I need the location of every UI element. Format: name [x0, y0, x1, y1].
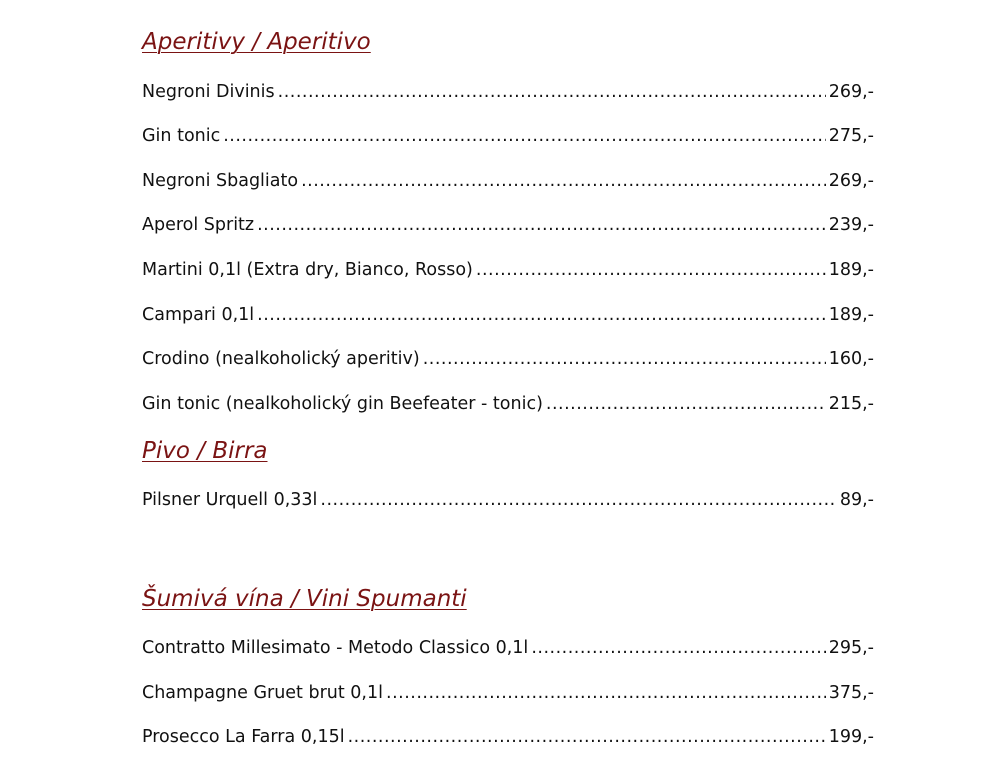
menu-item	[142, 124, 874, 148]
item-name: Prosecco La Farra 0,15l	[142, 727, 345, 747]
dot-leader	[223, 124, 825, 148]
dot-leader	[301, 169, 826, 193]
dot-leader	[386, 681, 826, 705]
item-name: Gin tonic	[142, 126, 221, 146]
item-name: Pilsner Urquell 0,33l	[142, 490, 318, 510]
item-price: 89,-	[839, 490, 874, 510]
item-price: 215,-	[828, 394, 874, 414]
item-price: 275,-	[828, 126, 874, 146]
item-price: 199,-	[828, 727, 874, 747]
dot-leader	[476, 258, 826, 282]
item-name: Gin tonic (nealkoholický gin Beefeater - tonic)	[142, 394, 543, 414]
menu-item	[142, 303, 874, 327]
menu-item	[142, 169, 874, 193]
section-title-birra: Pivo / Birra	[142, 438, 268, 464]
item-name: Martini 0,1l (Extra dry, Bianco, Rosso)	[142, 260, 473, 280]
menu-item	[142, 80, 874, 104]
item-name: Campari 0,1l	[142, 305, 255, 325]
menu-item	[142, 636, 874, 660]
item-price: 269,-	[828, 82, 874, 102]
menu-item	[142, 213, 874, 237]
menu-item	[142, 725, 874, 749]
item-price: 160,-	[828, 349, 874, 369]
dot-leader	[348, 725, 826, 749]
menu-item	[142, 681, 874, 705]
dot-leader	[257, 213, 826, 237]
item-name: Contratto Millesimato - Metodo Classico 0,1l	[142, 638, 529, 658]
item-price: 269,-	[828, 171, 874, 191]
item-name: Negroni Sbagliato	[142, 171, 299, 191]
item-name: Negroni Divinis	[142, 82, 275, 102]
item-price: 295,-	[828, 638, 874, 658]
menu-item	[142, 488, 874, 512]
item-price: 189,-	[828, 260, 874, 280]
dot-leader	[546, 392, 826, 416]
menu-item	[142, 347, 874, 371]
item-price: 375,-	[828, 683, 874, 703]
section-title-aperitivo: Aperitivy / Aperitivo	[142, 29, 371, 55]
item-name: Champagne Gruet brut 0,1l	[142, 683, 383, 703]
dot-leader	[257, 303, 826, 327]
item-price: 189,-	[828, 305, 874, 325]
dot-leader	[278, 80, 826, 104]
item-name: Crodino (nealkoholický aperitiv)	[142, 349, 420, 369]
item-price: 239,-	[828, 215, 874, 235]
dot-leader	[320, 488, 836, 512]
menu-item	[142, 392, 874, 416]
dot-leader	[423, 347, 826, 371]
dot-leader	[531, 636, 825, 660]
menu-item	[142, 258, 874, 282]
section-title-spumanti: Šumivá vína / Vini Spumanti	[142, 586, 467, 612]
item-name: Aperol Spritz	[142, 215, 255, 235]
